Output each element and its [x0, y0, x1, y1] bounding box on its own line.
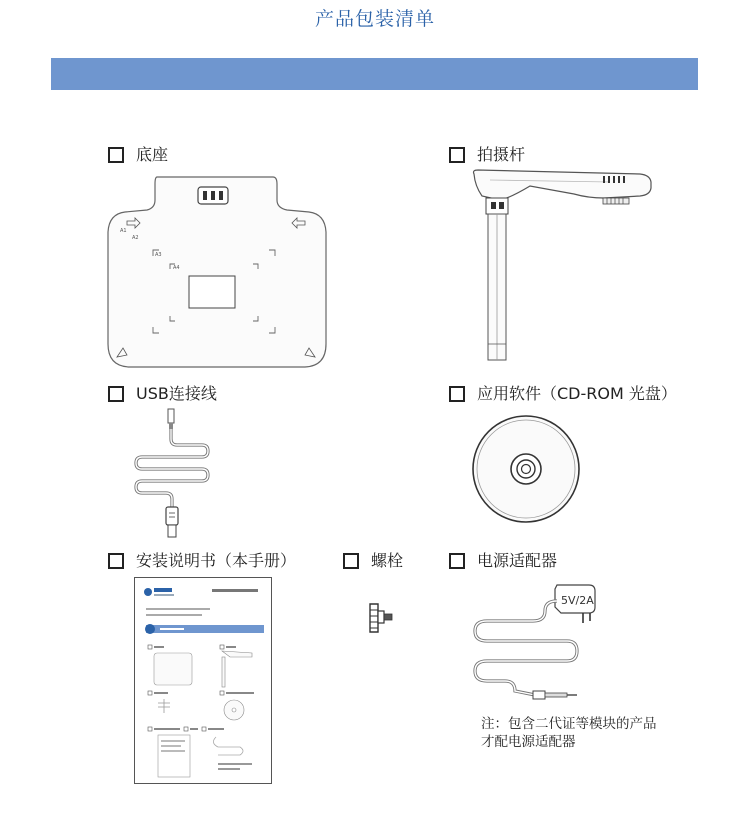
power-adapter-illustration: [465, 585, 610, 710]
note-line-2: 才配电源适配器: [481, 734, 576, 750]
note-line-1: 注：包含二代证等模块的产品: [481, 716, 657, 732]
usb-cable-illustration: [130, 405, 220, 540]
item-base: [108, 145, 168, 165]
checkbox-icon: [108, 386, 124, 402]
item-screw-label: 螺栓: [371, 551, 404, 570]
marker-a1: A1: [120, 228, 127, 234]
item-adapter-label: 电源适配器: [477, 551, 558, 570]
checkbox-icon: [449, 147, 465, 163]
marker-a2: A2: [132, 235, 139, 241]
checkbox-icon: [449, 386, 465, 402]
item-base-label: 底座: [136, 145, 169, 164]
adapter-note: [481, 715, 657, 751]
item-screw: [343, 551, 403, 571]
checkbox-icon: [449, 553, 465, 569]
marker-a3: A3: [155, 252, 162, 258]
manual-illustration: [134, 577, 272, 784]
item-manual: [108, 551, 296, 571]
arm-illustration: [470, 168, 660, 368]
item-software-label: 应用软件（CD-ROM 光盘）: [477, 384, 677, 403]
item-arm-label: 拍摄杆: [477, 145, 526, 164]
marker-a4: A4: [173, 265, 180, 271]
item-manual-label: 安装说明书（本手册）: [136, 551, 297, 570]
adapter-rating: 5V/2A: [561, 594, 594, 607]
checkbox-icon: [343, 553, 359, 569]
page-title: 产品包装清单: [314, 8, 435, 30]
cd-rom-illustration: [470, 413, 582, 525]
screw-illustration: [364, 600, 404, 636]
item-software: [449, 384, 677, 404]
checkbox-icon: [108, 147, 124, 163]
item-usb-label: USB连接线: [136, 384, 217, 403]
item-usb: [108, 384, 217, 404]
base-illustration: [105, 172, 330, 372]
header-band: [51, 58, 698, 90]
item-adapter: [449, 551, 557, 571]
checkbox-icon: [108, 553, 124, 569]
item-arm: [449, 145, 525, 165]
